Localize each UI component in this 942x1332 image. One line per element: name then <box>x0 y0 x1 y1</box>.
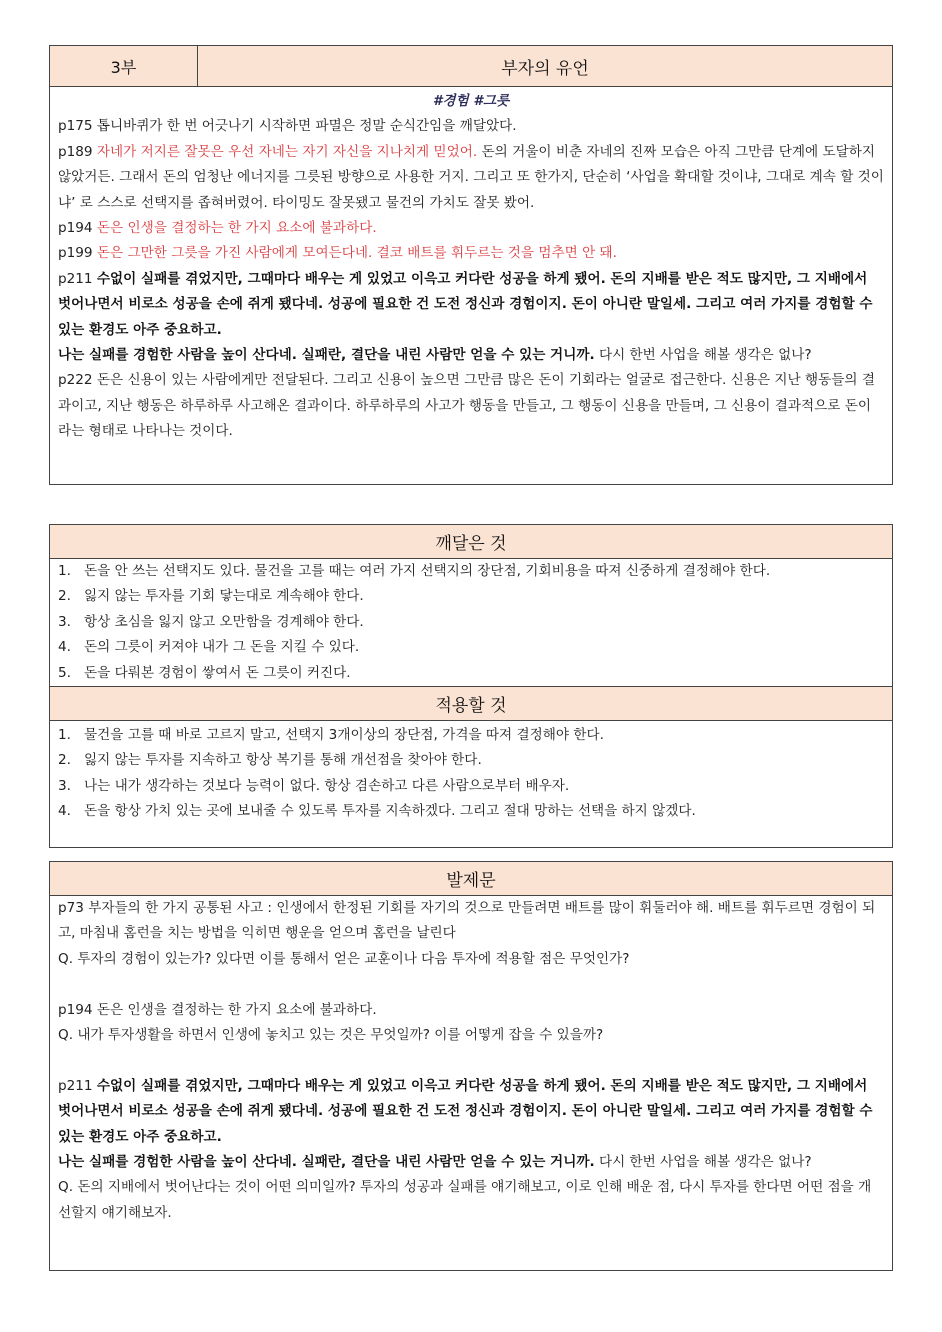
notes-body <box>50 87 892 445</box>
page-ref: p211 <box>58 1077 97 1094</box>
quote-text: 다시 한번 사업을 해볼 생각은 없나? <box>594 1154 812 1171</box>
spacer <box>58 1048 884 1073</box>
discussion-quote: p194 돈은 인생을 결정하는 한 가지 요소에 불과하다. <box>58 1001 377 1018</box>
discussion-header: 발제문 <box>50 862 892 896</box>
item-text: 나는 내가 생각하는 것보다 능력이 없다. 항상 겸손하고 다른 사람으로부터 배우자. <box>84 777 570 794</box>
quote-p199 <box>58 241 884 266</box>
quote-p211-cont <box>58 343 884 368</box>
page-ref: p211 <box>58 270 97 287</box>
list-item <box>58 748 882 773</box>
book-title: 부자의 유언 <box>501 58 589 79</box>
quote-text: 돈의 거울이 비춘 자네의 진짜 모습은 아직 그만큼 단계에 도달하지 않았거든. 그래서 돈의 엄청난 에너지를 그릇된 방향으로 사용한 거지. 그리고 또 한가지, 단순히 ‘사업을 확대할 것이냐, 그대로 계속 할 것이냐’ 로 스스로 선택지를 좁혀버렸어. 타이밍도 잘못됐고 물건의 가치도 잘못 봤어. <box>58 143 884 211</box>
hashtags: #경험 #그릇 <box>432 93 510 109</box>
quote-p175: p175 톱니바퀴가 한 번 어긋나기 시작하면 파멸은 정말 순식간임을 깨달았다. <box>58 118 517 135</box>
item-text: 잃지 않는 투자를 기회 닿는대로 계속해야 한다. <box>84 588 364 605</box>
page-ref: p194 <box>58 220 97 237</box>
discussion-body <box>50 896 892 1226</box>
discussion-question: Q. 내가 투자생활을 하면서 인생에 놓치고 있는 것은 무엇일까? 이를 어떻게 잡을 수 있을까? <box>58 1027 604 1044</box>
item-number: 3. <box>58 613 71 630</box>
discussion-question: Q. 투자의 경험이 있는가? 있다면 이를 통해서 얻은 교훈이나 다음 투자에 적용할 점은 무엇인가? <box>58 950 630 967</box>
discussion-section <box>49 861 893 1271</box>
item-number: 2. <box>58 752 71 769</box>
item-number: 4. <box>58 639 71 656</box>
discussion-quote: p73 부자들의 한 가지 공통된 사고 : 인생에서 한정된 기회를 자기의 것으로 만들려면 배트를 많이 휘둘러야 해. 배트를 휘두르면 경험이 되고, 마침내 홈런을 치는 방법을 익히면 행운을 얻으며 홈런을 날린다 <box>58 900 876 942</box>
reflection-section <box>49 524 893 848</box>
item-number: 2. <box>58 588 71 605</box>
quote-p211 <box>58 267 884 343</box>
spacer <box>58 972 884 997</box>
item-text: 돈을 안 쓰는 선택지도 있다. 물건을 고를 때는 여러 가지 선택지의 장단점, 기회비용을 따져 신중하게 결정해야 한다. <box>84 563 771 579</box>
list-item <box>58 774 882 799</box>
page-ref: p189 <box>58 143 97 160</box>
highlight-red: 돈은 인생을 결정하는 한 가지 요소에 불과하다. <box>96 220 377 237</box>
page-ref: p199 <box>58 245 97 262</box>
item-number: 1. <box>58 563 71 579</box>
realized-list <box>50 559 892 686</box>
item-text: 돈을 다뤄본 경험이 쌓여서 돈 그릇이 커진다. <box>84 664 351 681</box>
highlight-bold: 수없이 실패를 겪었지만, 그때마다 배우는 게 있었고 이윽고 커다란 성공을 하게 됐어. 돈의 지배를 받은 적도 많지만, 그 지배에서 벗어나면서 비로소 성공을 손에 쥐게 됐다네. 성공에 필요한 건 도전 정신과 경험이지. 돈이 아니란 말일세. 그리고 여러 가지를 경험할 수 있는 환경도 아주 중요하고. <box>58 270 873 338</box>
item-text: 항상 초심을 잃지 않고 오만함을 경계해야 한다. <box>84 613 364 630</box>
book-notes-section <box>49 45 893 485</box>
realized-header: 깨달은 것 <box>50 525 892 559</box>
item-number: 4. <box>58 803 71 820</box>
quote-p189 <box>58 140 884 216</box>
section-header <box>50 46 892 87</box>
discussion-quote-cont <box>58 1150 884 1175</box>
item-text: 돈을 항상 가치 있는 곳에 보내줄 수 있도록 투자를 지속하겠다. 그리고 절대 망하는 선택을 하지 않겠다. <box>84 803 696 820</box>
quote-p222: p222 돈은 신용이 있는 사람에게만 전달된다. 그리고 신용이 높으면 그만큼 많은 돈이 기회라는 얼굴로 접근한다. 신용은 지난 행동들의 결과이고, 지난 행동은 하루하루 사고해온 결과이다. 하루하루의 사고가 행동을 만들고, 그 행동이 신용을 만들며, 그 신용이 결과적으로 돈이라는 형태로 나타나는 것이다. <box>58 372 875 440</box>
list-item <box>58 661 882 686</box>
part-label: 3부 <box>50 46 198 86</box>
discussion-question: Q. 돈의 지배에서 벗어난다는 것이 어떤 의미일까? 투자의 성공과 실패를 얘기해보고, 이로 인해 배운 점, 다시 투자를 한다면 어떤 점을 개선할지 얘기해보자. <box>58 1179 872 1221</box>
item-text: 물건을 고를 때 바로 고르지 말고, 선택지 3개이상의 장단점, 가격을 따져 결정해야 한다. <box>84 727 604 744</box>
list-item <box>58 584 882 609</box>
highlight-bold: 나는 실패를 경험한 사람을 높이 산다네. 실패란, 결단을 내린 사람만 얻을 수 있는 거니까. <box>58 347 595 364</box>
highlight-bold: 수없이 실패를 겪었지만, 그때마다 배우는 게 있었고 이윽고 커다란 성공을 하게 됐어. 돈의 지배를 받은 적도 많지만, 그 지배에서 벗어나면서 비로소 성공을 손에 쥐게 됐다네. 성공에 필요한 건 도전 정신과 경험이지. 돈이 아니란 말일세. 그리고 여러 가지를 경험할 수 있는 환경도 아주 중요하고. <box>58 1077 873 1145</box>
item-number: 1. <box>58 727 71 744</box>
item-number: 5. <box>58 664 71 681</box>
apply-header: 적용할 것 <box>50 686 892 721</box>
discussion-quote <box>58 1074 884 1150</box>
quote-p194 <box>58 216 884 241</box>
list-item <box>58 559 882 584</box>
highlight-red: 자네가 저지른 잘못은 우선 자네는 자기 자신을 지나치게 믿었어. <box>96 143 478 160</box>
list-item <box>58 610 882 635</box>
item-number: 3. <box>58 777 71 794</box>
item-text: 잃지 않는 투자를 지속하고 항상 복기를 통해 개선점을 찾아야 한다. <box>84 752 482 769</box>
highlight-bold: 나는 실패를 경험한 사람을 높이 산다네. 실패란, 결단을 내린 사람만 얻을 수 있는 거니까. <box>58 1154 595 1171</box>
list-item <box>58 799 882 824</box>
apply-list <box>50 721 892 825</box>
highlight-red: 돈은 그만한 그릇을 가진 사람에게 모여든다네. 결코 배트를 휘두르는 것을 멈추면 안 돼. <box>96 245 618 262</box>
quote-text: 다시 한번 사업을 해볼 생각은 없나? <box>594 347 812 364</box>
list-item <box>58 635 882 660</box>
item-text: 돈의 그릇이 커져야 내가 그 돈을 지킬 수 있다. <box>84 639 360 656</box>
list-item <box>58 723 882 748</box>
